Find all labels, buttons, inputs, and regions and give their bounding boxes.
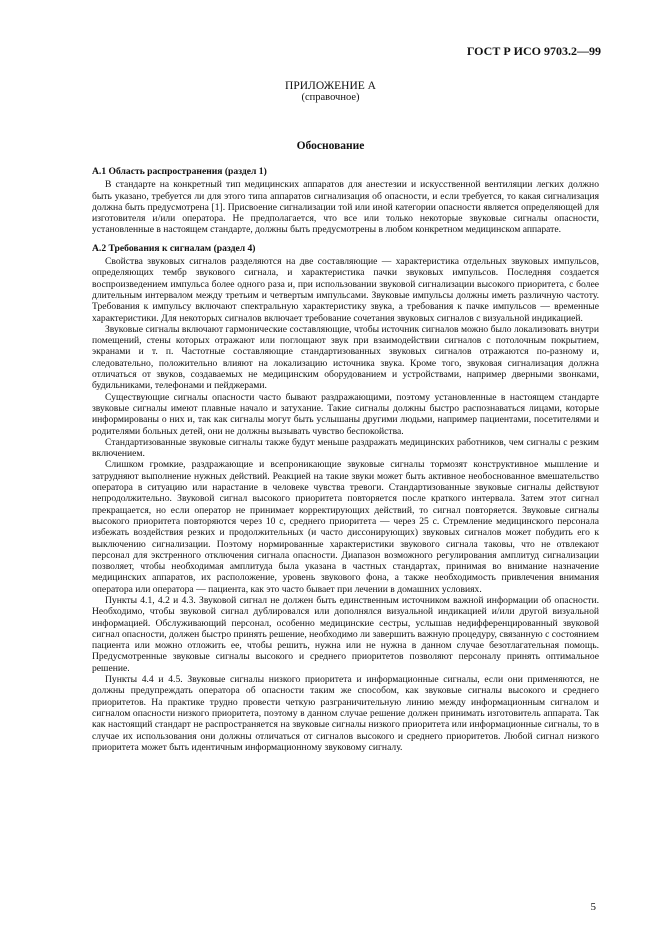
appendix-subtitle: (справочное): [301, 92, 360, 103]
paragraph: Свойства звуковых сигналов разделяются на две составляющие — характеристика отдельных звуковых импульсов, определяющих тембр звукового сигнала, и характеристика пачки звуковых импульсов. Последняя создается воспроизведением импульса более одного раза и, при использовании звуковой сигнализации высокого приоритета, с более длительным интервалом между третьим и четвертым импульсами. Звуковые импульсы должны иметь различную частоту. Требования к импульсу включают спектральную характеристику звука, а требования к пачке импульсов — временные характеристики. Для некоторых сигналов включает требование сочетания звуковых сигналов с визуальной индикацией.: [92, 256, 599, 324]
section-a1-title: А.1 Область распространения (раздел 1): [92, 166, 267, 177]
standard-header: ГОСТ Р ИСО 9703.2—99: [466, 44, 601, 58]
main-heading: Обоснование: [296, 140, 365, 152]
appendix-title: ПРИЛОЖЕНИЕ А: [285, 80, 376, 92]
paragraph: Пункты 4.4 и 4.5. Звуковые сигналы низкого приоритета и информационные сигналы, если они применяются, не должны предупреждать оператора об опасности таким же способом, как звуковые сигналы высокого и среднего приоритетов. На практике трудно провести четкую разграничительную линию между информационным сигналом и сигналом опасности низкого приоритета, поэтому в данном случае решение должен принимать изготовитель аппарата. Так как настоящий стандарт не распространяется на звуковые сигналы низкого приоритета или информационные сигналы, то в случае их использования они должны отличаться от сигналов высокого и среднего приоритетов. Любой сигнал низкого приоритета может быть идентичным информационному звуковому сигналу.: [92, 674, 599, 753]
paragraph: Стандартизованные звуковые сигналы также будут меньше раздражать медицинских работников, чем сигналы с резким включением.: [92, 436, 599, 460]
paragraph: Пункты 4.1, 4.2 и 4.3. Звуковой сигнал не должен быть единственным источником важной информации об опасности. Необходимо, чтобы звуковой сигнал дублировался или дополнялся визуальной индикацией и/или другой визуальной информацией. Обслуживающий персонал, особенно медицинские сестры, услышав недифференцированный звуковой сигнал опасности, должен быстро принять решение, необходимо ли завершить важную процедуру, связанную с состоянием пациента или можно отложить ее, чтобы решить, нужна или не нужна в данном случае безотлагательная помощь. Предусмотренные звуковые сигналы высокого и среднего приоритетов позволяют персоналу принять оптимальное решение.: [92, 594, 599, 674]
page-number: 5: [590, 901, 596, 913]
paragraph: Слишком громкие, раздражающие и всепроникающие звуковые сигналы тормозят конструктивное мышление и затрудняют выполнение нужных действий. Реакцией на такие звуки может быть активное необоснованное вмешательство оператора в ситуацию или нарастание в человеке чувства тревоги. Стандартизованные звуковые сигналы действуют непродолжительно. Звуковой сигнал высокого приоритета повторяется после краткого интервала. Затем этот сигнал прекращается, но если оператор не принимает корректирующих действий, то сигнал повторяется. Звуковые сигналы высокого приоритета повторяются через 10 с, среднего приоритета — через 25 с. Стремление медицинского персонала избежать воздействия резких и продолжительных (и часто диссонирующих) звуковых сигналов может побудить его к выключению сигнализации. Поэтому нормированные характеристики звукового сигнала таковы, что не отвлекают персонал для экстренного отключения сигнала опасности. Диапазон возможного регулирования амплитуд сигнализации позволяет, чтобы необходимая амплитуда была указана в частных стандартах, принимая во внимание назначение медицинских аппаратов, их расположение, уровень звукового фона, а также необходимость привлечения внимания оператора или оператора — пациента, как это часто бывает при лечении в домашних условиях.: [92, 459, 599, 595]
paragraph: В стандарте на конкретный тип медицинских аппаратов для анестезии и искусственной вентиляции легких должно быть указано, требуется ли для этого типа аппаратов сигнализация об опасности, и если требуется, то какая сигнализация должна быть предусмотрена [1]. Присвоение сигнализации той или иной категории опасности является определяющей для изготовителя и/или оператора. Не предполагается, что все или только некоторые звуковые сигналы опасности, установленные в настоящем стандарте, должны быть предусмотрены в любом конкретном медицинском аппарате.: [92, 179, 599, 236]
paragraph: Звуковые сигналы включают гармонические составляющие, чтобы источник сигналов можно было локализовать внутри помещений, стены которых отражают или поглощают звук при взаимодействии сигналов с потолочным покрытием, экранами и т. п. Частотные составляющие стандартизованных звуковых сигналов отражаются по-разному и, следовательно, положительно влияют на локализацию источника звука. Кроме того, звуковая сигнализация должна отличаться от звуков, создаваемых не медицинским оборудованием и устройствами, например дверными звонками, будильниками, телефонами и пейджерами.: [92, 323, 599, 392]
document-body: [92, 166, 599, 753]
section-a2-title: А.2 Требования к сигналам (раздел 4): [92, 242, 256, 254]
paragraph: Существующие сигналы опасности часто бывают раздражающими, поэтому установленные в настоящем стандарте звуковые сигналы имеют плавные начало и затухание. Такие сигналы должны быстро распознаваться лицами, которые информированы о них и, так как сигналы могут быть услышаны другими людьми, например пациентами, посетителями и родителями больных детей, они не должны вызывать чувство беспокойства.: [92, 391, 599, 437]
